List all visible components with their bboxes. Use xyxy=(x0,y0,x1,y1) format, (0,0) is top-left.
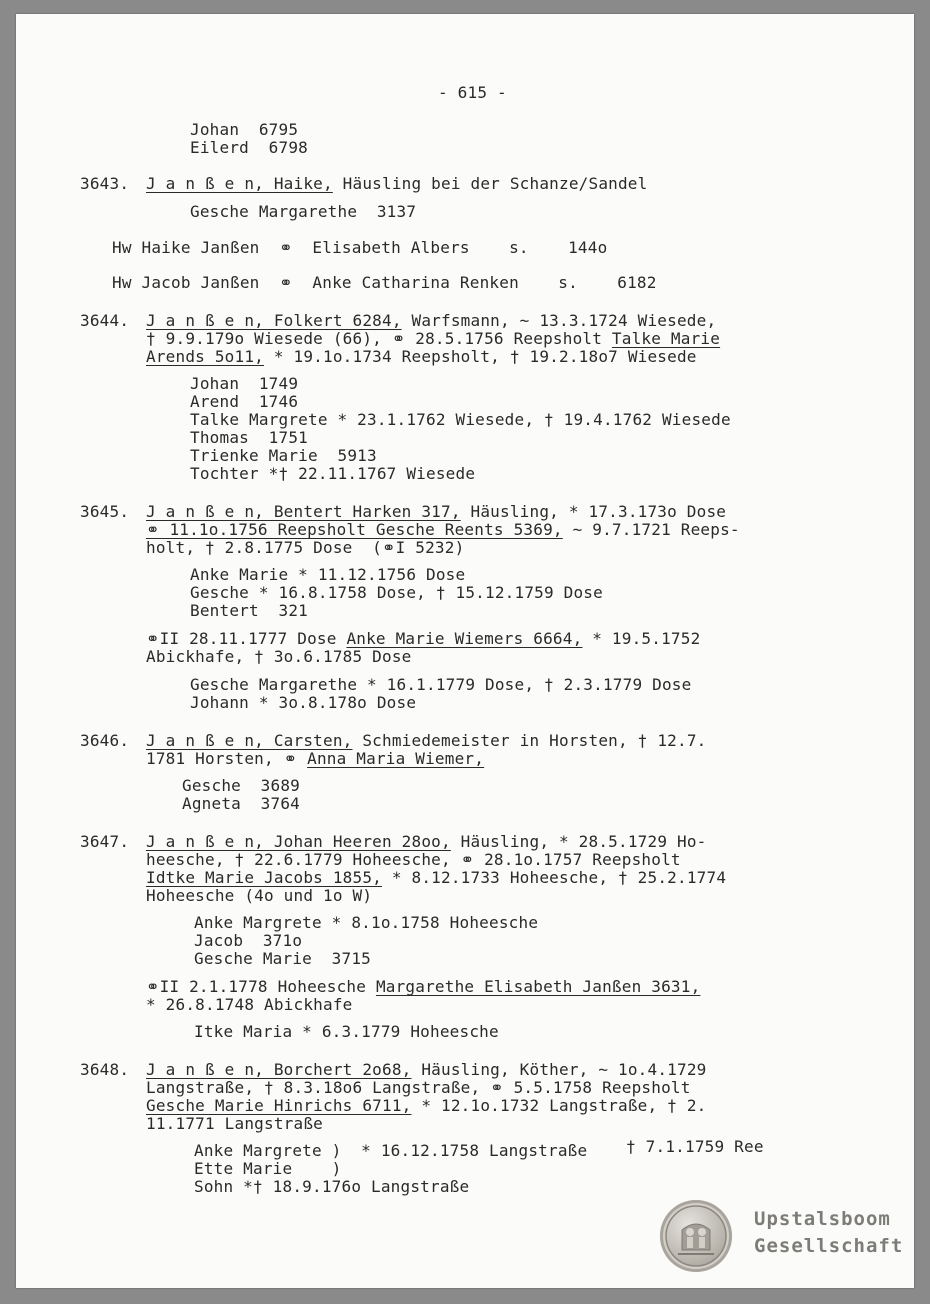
child-line: Arend 1746 xyxy=(190,392,299,411)
spouse-name: Arends 5o11, xyxy=(146,347,264,366)
entry-text: Häusling bei der Schanze/Sandel xyxy=(332,174,648,193)
entry-text: Warfsmann, ~ 13.3.1724 Wiesede, xyxy=(401,311,717,330)
entry-text: Häusling, Köther, ~ 1o.4.1729 xyxy=(411,1060,707,1079)
household-line: Hw Jacob Janßen ⚭ Anke Catharina Renken s. 6182 xyxy=(112,273,657,292)
child-line: Gesche * 16.8.1758 Dose, † 15.12.1759 Dose xyxy=(190,583,603,602)
household-line: Hw Haike Janßen ⚭ Elisabeth Albers s. 144o xyxy=(112,238,608,257)
entry-text: Schmiedemeister in Horsten, † 12.7. xyxy=(352,731,707,750)
seal-icon xyxy=(660,1200,732,1272)
child-line: Gesche Marie 3715 xyxy=(194,949,371,968)
entry-text: heesche, † 22.6.1779 Hoheesche, ⚭ 28.1o.1757 Reepsholt xyxy=(146,850,681,869)
entry-number: 3645. xyxy=(80,502,130,521)
entry-text: Häusling, * 28.5.1729 Ho- xyxy=(450,832,707,851)
spouse-name: Anke Marie Wiemers 6664, xyxy=(346,629,583,648)
child-line: Gesche 3689 xyxy=(182,776,300,795)
child-line: Talke Margrete * 23.1.1762 Wiesede, † 19.4.1762 Wiesede xyxy=(190,410,731,429)
child-line: Anke Margrete ) * 16.12.1758 Langstraße xyxy=(194,1141,588,1160)
entry-text: Hoheesche (4o und 1o W) xyxy=(146,886,373,905)
entry-text: 1781 Horsten, ⚭ xyxy=(146,749,308,768)
document-page xyxy=(16,14,914,1288)
entry-name: J a n ß e n, Johan Heeren 28oo, xyxy=(146,832,451,851)
entry-text: * 19.1o.1734 Reepsholt, † 19.2.18o7 Wiesede xyxy=(264,347,697,366)
entry-text: * 8.12.1733 Hoheesche, † 25.2.1774 xyxy=(382,868,727,887)
entry-name: J a n ß e n, Folkert 6284, xyxy=(146,311,402,330)
spouse-name: Gesche Marie Hinrichs 6711, xyxy=(146,1096,412,1115)
document-text xyxy=(16,14,914,1288)
child-line: Johann * 3o.8.178o Dose xyxy=(190,693,417,712)
spouse-name: Margarethe Elisabeth Janßen 3631, xyxy=(375,977,701,996)
child-line: Anke Margrete * 8.1o.1758 Hoheesche xyxy=(194,913,539,932)
child-line-annotation: † 7.1.1759 Ree xyxy=(626,1137,764,1156)
child-line: Ette Marie ) xyxy=(194,1159,342,1178)
entry-text: Häusling, * 17.3.173o Dose xyxy=(460,502,727,521)
child-line: Itke Maria * 6.3.1779 Hoheesche xyxy=(194,1022,499,1041)
entry-text: ⚭II 2.1.1778 Hoheesche xyxy=(146,977,376,996)
child-line: Trienke Marie 5913 xyxy=(190,446,377,465)
child-line: Eilerd 6798 xyxy=(190,138,308,157)
spouse-name: ⚭ 11.1o.1756 Reepsholt Gesche Reents 5369, xyxy=(146,520,563,539)
spouse-name: Anna Maria Wiemer, xyxy=(307,749,485,768)
child-line: Gesche Margarethe * 16.1.1779 Dose, † 2.3.1779 Dose xyxy=(190,675,692,694)
spouse-name: Talke Marie xyxy=(611,329,721,348)
page-number: - 615 - xyxy=(438,83,507,102)
child-line: Anke Marie * 11.12.1756 Dose xyxy=(190,565,466,584)
entry-text: ~ 9.7.1721 Reeps- xyxy=(562,520,740,539)
entry-text: Langstraße, † 8.3.18o6 Langstraße, ⚭ 5.5.1758 Reepsholt xyxy=(146,1078,691,1097)
entry-text: ⚭II 28.11.1777 Dose xyxy=(146,629,347,648)
entry-number: 3646. xyxy=(80,731,130,750)
brand-line-1: Upstalsboom xyxy=(754,1208,891,1230)
child-line: Bentert 321 xyxy=(190,601,308,620)
spouse-name: Idtke Marie Jacobs 1855, xyxy=(146,868,382,887)
entry-number: 3647. xyxy=(80,832,130,851)
child-line: Agneta 3764 xyxy=(182,794,300,813)
child-line: Jacob 371o xyxy=(194,931,303,950)
society-logo xyxy=(660,1200,904,1276)
entry-text: * 26.8.1748 Abickhafe xyxy=(146,995,353,1014)
child-line: Tochter *† 22.11.1767 Wiesede xyxy=(190,464,476,483)
child-line: Gesche Margarethe 3137 xyxy=(190,202,417,221)
entry-text: * 12.1o.1732 Langstraße, † 2. xyxy=(411,1096,707,1115)
child-line: Sohn *† 18.9.176o Langstraße xyxy=(194,1177,470,1196)
entry-name: J a n ß e n, Borchert 2o68, xyxy=(146,1060,412,1079)
entry-number: 3643. xyxy=(80,174,130,193)
entry-text: * 19.5.1752 xyxy=(582,629,701,648)
brand-name xyxy=(754,1206,903,1260)
entry-text: † 9.9.179o Wiesede (66), ⚭ 28.5.1756 Reepsholt xyxy=(146,329,612,348)
entry-number: 3644. xyxy=(80,311,130,330)
entry-text: holt, † 2.8.1775 Dose (⚭I 5232) xyxy=(146,538,465,557)
child-line: Johan 6795 xyxy=(190,120,299,139)
child-line: Thomas 1751 xyxy=(190,428,308,447)
entry-name: J a n ß e n, Haike, xyxy=(146,174,333,193)
entry-text: Abickhafe, † 3o.6.1785 Dose xyxy=(146,647,412,666)
entry-text: 11.1771 Langstraße xyxy=(146,1114,323,1133)
entry-name: J a n ß e n, Bentert Harken 317, xyxy=(146,502,461,521)
entry-number: 3648. xyxy=(80,1060,130,1079)
brand-line-2: Gesellschaft xyxy=(754,1235,904,1257)
entry-name: J a n ß e n, Carsten, xyxy=(146,731,353,750)
child-line: Johan 1749 xyxy=(190,374,299,393)
